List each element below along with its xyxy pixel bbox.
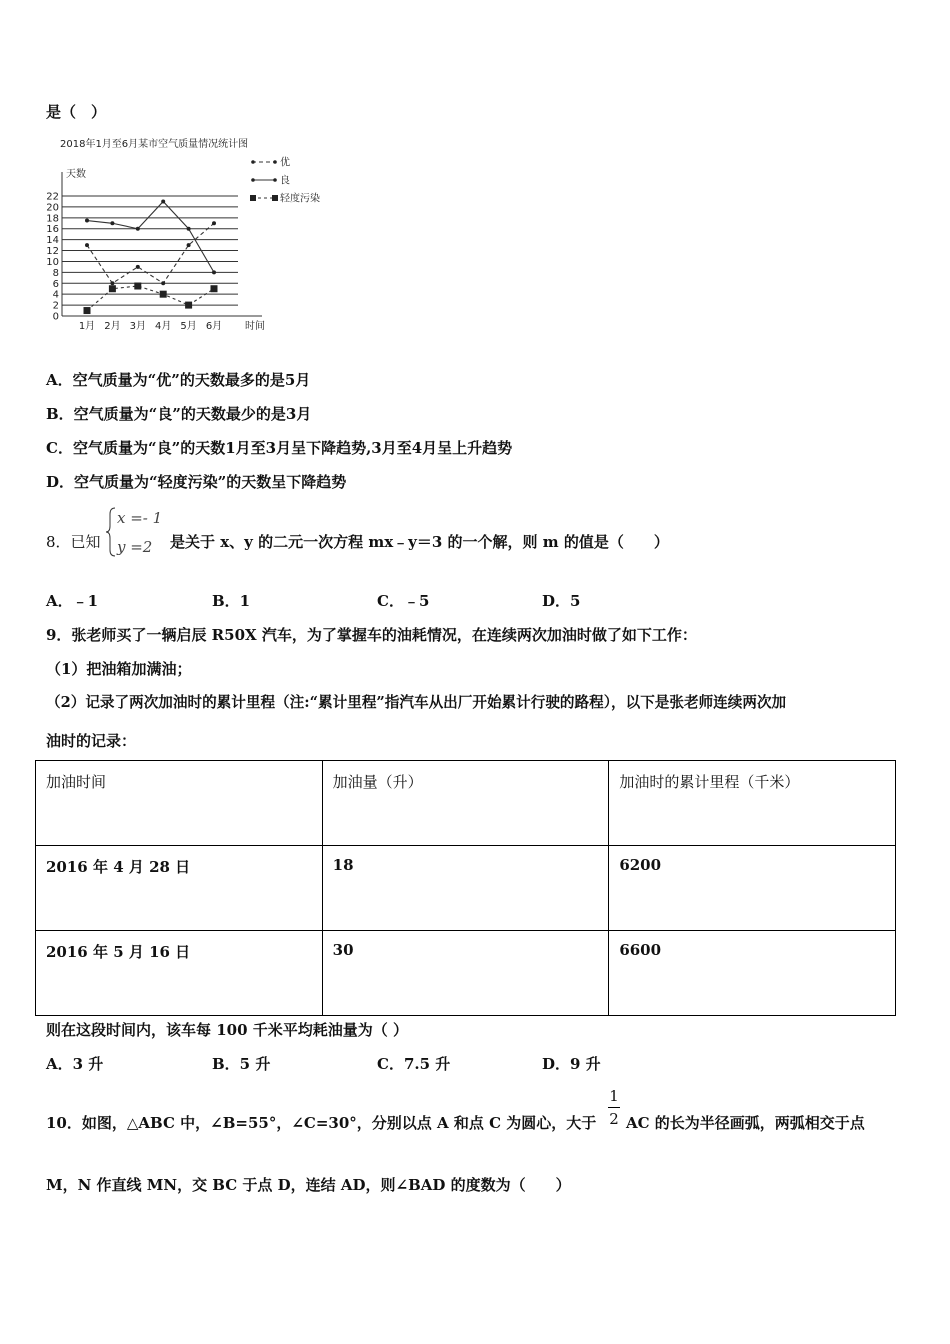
table-row (36, 931, 896, 1016)
x-tick-label: 5月 (180, 321, 197, 332)
q8-option-a[interactable]: A．﹣1 (46, 592, 99, 610)
data-point (136, 265, 140, 269)
data-point (161, 281, 165, 285)
legend-marker (273, 178, 277, 182)
x-tick-label: 6月 (205, 321, 223, 332)
q9-line-4: 油时的记录： (46, 732, 137, 750)
data-point (84, 307, 91, 314)
equation-system (105, 504, 165, 560)
table-cell: 2016 年 5 月 16 日 (36, 931, 323, 1016)
y-tick-label: 18 (46, 213, 59, 225)
fraction-one-half (606, 1087, 622, 1137)
chart-ylabel: 天数 (66, 169, 86, 180)
q10-part-1: 10．如图，△ABC 中，∠B=55°，∠C=30°，分别以点 A 和点 C 为圆心，大于 (46, 1114, 597, 1132)
table-header-cell: 加油时的累计里程（千米） (609, 761, 896, 846)
data-point (85, 219, 89, 223)
q9-question: 则在这段时间内，该车每 100 千米平均耗油量为（ ） (46, 1021, 408, 1039)
q9-option-c[interactable]: C．7.5 升 (377, 1055, 451, 1073)
q7-option-b[interactable]: B．空气质量为“良”的天数最少的是3月 (46, 405, 312, 423)
legend-marker (272, 195, 278, 201)
data-point (187, 243, 191, 247)
q7-option-d[interactable]: D．空气质量为“轻度污染”的天数呈下降趋势 (46, 473, 347, 491)
table-header-row (36, 761, 896, 846)
q8-prefix: 8．已知 (46, 533, 101, 551)
data-point (85, 243, 89, 247)
y-tick-label: 4 (52, 289, 59, 301)
data-point (136, 227, 140, 231)
y-tick-label: 8 (52, 267, 59, 279)
fraction-numerator: 1 (609, 1087, 619, 1105)
air-quality-chart (40, 130, 340, 340)
chart-xlabel: 时间 (245, 321, 265, 332)
q8-option-c[interactable]: C．﹣5 (377, 592, 430, 610)
equation-2: y =2 (117, 538, 153, 556)
q9-line-1: 9．张老师买了一辆启辰 R50X 汽车，为了掌握车的油耗情况，在连续两次加油时做了如下工作： (46, 626, 697, 644)
y-tick-label: 10 (46, 256, 59, 268)
q9-option-a[interactable]: A．3 升 (46, 1055, 104, 1073)
q9-line-3: （2）记录了两次加油时的累计里程（注:“累计里程”指汽车从出厂开始累计行驶的路程），以下是张老师连续两次加 (46, 694, 787, 711)
q10-line-2: M，N 作直线 MN，交 BC 于点 D，连结 AD，则∠BAD 的度数为（ ） (46, 1176, 571, 1194)
q8-option-d[interactable]: D．5 (542, 592, 581, 610)
data-point (110, 221, 114, 225)
table-cell: 18 (322, 846, 609, 931)
x-tick-label: 3月 (129, 321, 146, 332)
data-point (187, 227, 191, 231)
question-intro: 是（ ） (46, 103, 107, 121)
data-point (110, 281, 114, 285)
brace-icon (106, 508, 115, 556)
y-tick-label: 16 (46, 224, 59, 236)
data-point (212, 221, 216, 225)
data-point (109, 285, 116, 292)
q8-stem: 是关于 x、y 的二元一次方程 mx﹣y＝3 的一个解，则 m 的值是（ ） (170, 533, 669, 551)
table-cell: 6200 (609, 846, 896, 931)
table-header-cell: 加油时间 (36, 761, 323, 846)
q9-option-d[interactable]: D．9 升 (542, 1055, 601, 1073)
table-cell: 6600 (609, 931, 896, 1016)
series-line-3 (87, 286, 214, 311)
equation-1: x =- 1 (117, 509, 163, 527)
fraction-bar (608, 1107, 620, 1108)
data-point (160, 291, 167, 298)
table-header-cell: 加油量（升） (322, 761, 609, 846)
q8-option-b[interactable]: B．1 (212, 592, 251, 610)
data-point (161, 199, 165, 203)
data-point (211, 285, 218, 292)
table-cell: 30 (322, 931, 609, 1016)
legend-label: 优 (280, 157, 290, 169)
data-point (185, 302, 192, 309)
series-line-1 (87, 223, 214, 283)
table-row (36, 846, 896, 931)
data-point (212, 270, 216, 274)
data-point (134, 283, 141, 290)
q7-option-c[interactable]: C．空气质量为“良”的天数1月至3月呈下降趋势,3月至4月呈上升趋势 (46, 439, 513, 457)
q10-part-2: AC 的长为半径画弧，两弧相交于点 (626, 1114, 865, 1132)
q9-line-2: （1）把油箱加满油； (46, 660, 192, 678)
legend-label: 良 (280, 175, 290, 187)
chart-title: 2018年1月至6月某市空气质量情况统计图 (60, 139, 249, 150)
y-tick-label: 12 (46, 246, 59, 258)
legend-marker (251, 160, 255, 164)
x-tick-label: 2月 (104, 321, 121, 332)
legend-marker (250, 195, 256, 201)
legend-marker (251, 178, 255, 182)
y-tick-label: 20 (46, 202, 59, 214)
refuel-record-table (35, 760, 896, 1016)
x-tick-label: 4月 (155, 321, 172, 332)
y-tick-label: 22 (46, 191, 59, 203)
q7-option-a[interactable]: A．空气质量为“优”的天数最多的是5月 (46, 371, 311, 389)
x-tick-label: 1月 (78, 321, 96, 332)
y-tick-label: 6 (52, 278, 59, 290)
legend-label: 轻度污染 (280, 193, 320, 205)
y-tick-label: 0 (52, 311, 59, 323)
fraction-denominator: 2 (609, 1110, 619, 1128)
y-tick-label: 14 (46, 235, 59, 247)
table-cell: 2016 年 4 月 28 日 (36, 846, 323, 931)
y-tick-label: 2 (52, 300, 59, 312)
q9-option-b[interactable]: B．5 升 (212, 1055, 271, 1073)
legend-marker (273, 160, 277, 164)
